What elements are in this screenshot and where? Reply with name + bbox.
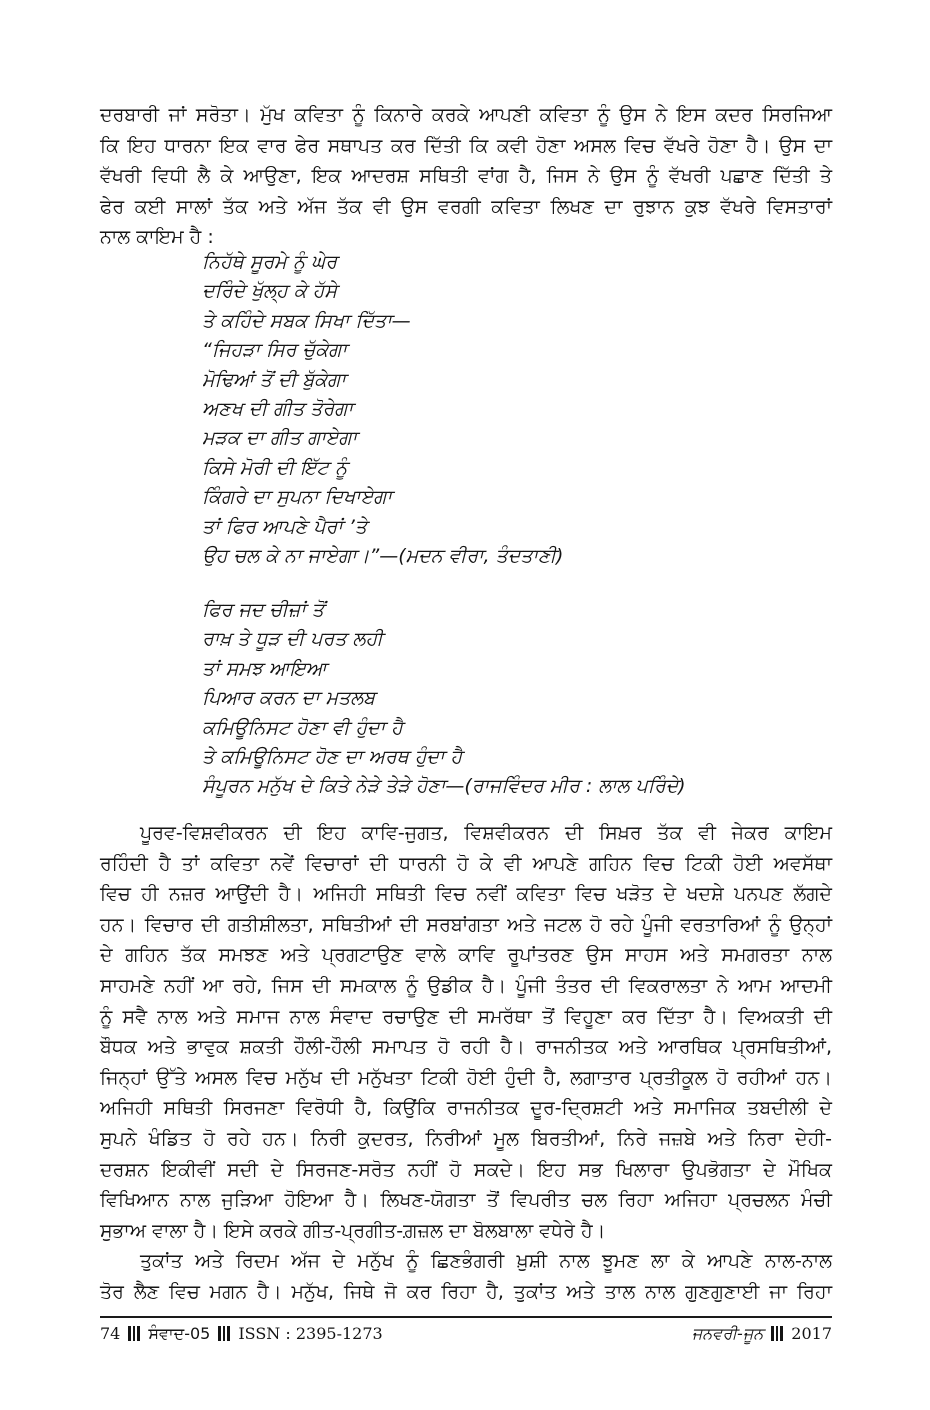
- text-line: ਬੌਧਕ ਅਤੇ ਭਾਵੁਕ ਸ਼ਕਤੀ ਹੌਲੀ-ਹੌਲੀ ਸਮਾਪਤ ਹੋ ਰਹੀ ਹੈ। ਰਾਜਨੀਤਕ ਅਤੇ ਆਰਥਿਕ ਪ੍ਰਸਥਿਤੀਆਂ,: [100, 1036, 832, 1059]
- text-line: ਰਹਿੰਦੀ ਹੈ ਤਾਂ ਕਵਿਤਾ ਨਵੇਂ ਵਿਚਾਰਾਂ ਦੀ ਧਾਰਨੀ ਹੋ ਕੇ ਵੀ ਆਪਣੇ ਗਹਿਨ ਵਿਚ ਟਿਕੀ ਹੋਈ ਅਵਸੱਥਾ: [100, 852, 832, 875]
- footer-left: [100, 1323, 383, 1345]
- text-line: ਤੋਰ ਲੈਣ ਵਿਚ ਮਗਨ ਹੈ। ਮਨੁੱਖ, ਜਿਥੇ ਜੋ ਕਰ ਰਿਹਾ ਹੈ, ਤੁਕਾਂਤ ਅਤੇ ਤਾਲ ਨਾਲ ਗੁਣਗੁਣਾਈ ਜਾ ਰਿਹਾ: [100, 1280, 832, 1303]
- text-line: ਜਿਨ੍ਹਾਂ ਉੱਤੇ ਅਸਲ ਵਿਚ ਮਨੁੱਖ ਦੀ ਮਨੁੱਖਤਾ ਟਿਕੀ ਹੋਈ ਹੁੰਦੀ ਹੈ, ਲਗਾਤਾਰ ਪ੍ਰਤੀਕੂਲ ਹੋ ਰਹੀਆਂ ਹਨ।: [100, 1066, 832, 1089]
- poem-line: ਫਿਰ ਜਦ ਚੀਜ਼ਾਂ ਤੋਂ: [202, 599, 324, 621]
- separator-bars-icon: [771, 1326, 783, 1341]
- poem-line: ਤੇ ਕਹਿੰਦੇ ਸਬਕ ਸਿਖਾ ਦਿੱਤਾ—: [202, 309, 411, 332]
- footer-rule: [100, 1316, 832, 1318]
- text-line: ਵਿਖਿਆਨ ਨਾਲ ਜੁੜਿਆ ਹੋਇਆ ਹੈ। ਲਿਖਣ-ਯੋਗਤਾ ਤੋਂ ਵਿਪਰੀਤ ਚਲ ਰਿਹਾ ਅਜਿਹਾ ਪ੍ਰਚਲਨ ਮੰਚੀ: [100, 1189, 832, 1212]
- poem-line: ਮੜਕ ਦਾ ਗੀਤ ਗਾਏਗਾ: [202, 427, 358, 450]
- text-line: ਹਨ। ਵਿਚਾਰ ਦੀ ਗਤੀਸ਼ੀਲਤਾ, ਸਥਿਤੀਆਂ ਦੀ ਸਰਬਾਂਗਤਾ ਅਤੇ ਜਟਲ ਹੋ ਰਹੇ ਪੂੰਜੀ ਵਰਤਾਰਿਆਂ ਨੂੰ ਉਨ੍ਹਾਂ: [100, 913, 832, 936]
- footer-right: [692, 1323, 832, 1345]
- poem-line: ਤਾਂ ਫਿਰ ਆਪਣੇ ਪੈਰਾਂ ’ਤੇ: [202, 515, 367, 538]
- text-line: ਕਿ ਇਹ ਧਾਰਨਾ ਇਕ ਵਾਰ ਫੇਰ ਸਥਾਪਤ ਕਰ ਦਿੱਤੀ ਕਿ ਕਵੀ ਹੋਣਾ ਅਸਲ ਵਿਚ ਵੱਖਰੇ ਹੋਣਾ ਹੈ। ਉਸ ਦਾ: [100, 134, 832, 157]
- poem-line: ਪਿਆਰ ਕਰਨ ਦਾ ਮਤਲਬ: [202, 687, 375, 710]
- issue-year: 2017: [791, 1324, 832, 1343]
- poem-quote-rajwinder-meer: [202, 596, 686, 802]
- poem-line: ਦਰਿੰਦੇ ਖੁੱਲ੍ਹ ਕੇ ਹੱਸੇ: [202, 280, 338, 303]
- text-line: ਵਿਚ ਹੀ ਨਜ਼ਰ ਆਉਂਦੀ ਹੈ। ਅਜਿਹੀ ਸਥਿਤੀ ਵਿਚ ਨਵੀਂ ਕਵਿਤਾ ਵਿਚ ਖੜੋਤ ਦੇ ਖਦਸ਼ੇ ਪਨਪਣ ਲੱਗਦੇ: [100, 883, 832, 906]
- poem-line: ਮੋਢਿਆਂ ਤੋਂ ਦੀ ਬੁੱਕੇਗਾ: [202, 368, 346, 391]
- page-number: 74: [100, 1324, 121, 1343]
- text-line: ਸੁਪਨੇ ਖੰਡਿਤ ਹੋ ਰਹੇ ਹਨ। ਨਿਰੀ ਕੁਦਰਤ, ਨਿਰੀਆਂ ਮੂਲ ਬਿਰਤੀਆਂ, ਨਿਰੇ ਜਜ਼ਬੇ ਅਤੇ ਨਿਰਾ ਦੇਹੀ-: [100, 1127, 832, 1150]
- poem-line: ਸੰਪੂਰਨ ਮਨੁੱਖ ਦੇ ਕਿਤੇ ਨੇੜੇ ਤੇੜੇ ਹੋਣਾ—(ਰਾਜਵਿੰਦਰ ਮੀਰ : ਲਾਲ ਪਰਿੰਦੇ): [202, 775, 686, 798]
- text-line: ਦਰਬਾਰੀ ਜਾਂ ਸਰੋਤਾ। ਮੁੱਖ ਕਵਿਤਾ ਨੂੰ ਕਿਨਾਰੇ ਕਰਕੇ ਆਪਣੀ ਕਵਿਤਾ ਨੂੰ ਉਸ ਨੇ ਇਸ ਕਦਰ ਸਿਰਜਿਆ: [100, 104, 832, 126]
- text-line: ਨਾਲ ਕਾਇਮ ਹੈ :: [100, 226, 214, 249]
- poem-line: “ਜਿਹੜਾ ਸਿਰ ਚੁੱਕੇਗਾ: [202, 339, 347, 362]
- poem-line: ਕਮਿਊਨਿਸਟ ਹੋਣਾ ਵੀ ਹੁੰਦਾ ਹੈ: [202, 716, 403, 739]
- text-line: ਨੂੰ ਸਵੈ ਨਾਲ ਅਤੇ ਸਮਾਜ ਨਾਲ ਸੰਵਾਦ ਰਚਾਉਣ ਦੀ ਸਮਰੱਥਾ ਤੋਂ ਵਿਹੂਣਾ ਕਰ ਦਿੱਤਾ ਹੈ। ਵਿਅਕਤੀ ਦੀ: [100, 1005, 832, 1028]
- poem-line: ਤੇ ਕਮਿਊਨਿਸਟ ਹੋਣ ਦਾ ਅਰਥ ਹੁੰਦਾ ਹੈ: [202, 746, 463, 769]
- poem-line: ਉਹ ਚਲ ਕੇ ਨਾ ਜਾਏਗਾ।”—(ਮਦਨ ਵੀਰਾ, ਤੰਦਤਾਣੀ): [202, 545, 564, 568]
- poem-line: ਕਿਸੇ ਮੋਰੀ ਦੀ ਇੱਟ ਨੂੰ: [202, 456, 348, 479]
- issue-period: ਜਨਵਰੀ-ਜੂਨ: [691, 1324, 764, 1343]
- poem-line: ਨਿਹੱਥੇ ਸੂਰਮੇ ਨੂੰ ਘੇਰ: [202, 251, 338, 273]
- poem-quote-madan-veera: [202, 248, 563, 571]
- text-line: ਦਰਸ਼ਨ ਇਕੀਵੀਂ ਸਦੀ ਦੇ ਸਿਰਜਣ-ਸਰੋਤ ਨਹੀਂ ਹੋ ਸਕਦੇ। ਇਹ ਸਭ ਖਿਲਾਰਾ ਉਪਭੋਗਤਾ ਦੇ ਮੌਖਿਕ: [100, 1158, 832, 1181]
- text-line: ਅਜਿਹੀ ਸਥਿਤੀ ਸਿਰਜਣਾ ਵਿਰੋਧੀ ਹੈ, ਕਿਉਂਕਿ ਰਾਜਨੀਤਕ ਦੂਰ-ਦ੍ਰਿਸ਼ਟੀ ਅਤੇ ਸਮਾਜਿਕ ਤਬਦੀਲੀ ਦੇ: [100, 1097, 832, 1120]
- separator-bars-icon: [218, 1326, 230, 1341]
- text-line: ਸਾਹਮਣੇ ਨਹੀਂ ਆ ਰਹੇ, ਜਿਸ ਦੀ ਸਮਕਾਲ ਨੂੰ ਉਡੀਕ ਹੈ। ਪੂੰਜੀ ਤੰਤਰ ਦੀ ਵਿਕਰਾਲਤਾ ਨੇ ਆਮ ਆਦਮੀ: [100, 974, 832, 997]
- poem-line: ਅਣਖ ਦੀ ਗੀਤ ਤੋਰੇਗਾ: [202, 398, 353, 421]
- issn: ISSN : 2395-1273: [238, 1324, 383, 1343]
- text-line: ਫੇਰ ਕਈ ਸਾਲਾਂ ਤੱਕ ਅਤੇ ਅੱਜ ਤੱਕ ਵੀ ਉਸ ਵਰਗੀ ਕਵਿਤਾ ਲਿਖਣ ਦਾ ਰੁਝਾਨ ਕੁਝ ਵੱਖਰੇ ਵਿਸਤਾਰਾਂ: [100, 195, 832, 218]
- journal-name: ਸੰਵਾਦ-05: [148, 1324, 211, 1343]
- text-line: ਵੱਖਰੀ ਵਿਧੀ ਲੈ ਕੇ ਆਉਣਾ, ਇਕ ਆਦਰਸ਼ ਸਥਿਤੀ ਵਾਂਗ ਹੈ, ਜਿਸ ਨੇ ਉਸ ਨੂੰ ਵੱਖਰੀ ਪਛਾਣ ਦਿੱਤੀ ਤੇ: [100, 165, 832, 188]
- text-line: ਸੁਭਾਅ ਵਾਲਾ ਹੈ। ਇਸੇ ਕਰਕੇ ਗੀਤ-ਪ੍ਰਗੀਤ-ਗ਼ਜ਼ਲ ਦਾ ਬੋਲਬਾਲਾ ਵਧੇਰੇ ਹੈ।: [100, 1219, 606, 1242]
- text-line: ਪੂਰਵ-ਵਿਸ਼ਵੀਕਰਨ ਦੀ ਇਹ ਕਾਵਿ-ਜੁਗਤ, ਵਿਸ਼ਵੀਕਰਨ ਦੀ ਸਿਖ਼ਰ ਤੱਕ ਵੀ ਜੇਕਰ ਕਾਇਮ: [140, 822, 832, 844]
- paragraph-body: [100, 818, 832, 1308]
- poem-line: ਤਾਂ ਸਮਝ ਆਇਆ: [202, 657, 327, 680]
- text-line: ਤੁਕਾਂਤ ਅਤੇ ਰਿਦਮ ਅੱਜ ਦੇ ਮਨੁੱਖ ਨੂੰ ਛਿਣਭੰਗਰੀ ਖ਼ੁਸ਼ੀ ਨਾਲ ਝੂਮਣ ਲਾ ਕੇ ਆਪਣੇ ਨਾਲ-ਨਾਲ: [140, 1250, 832, 1273]
- separator-bars-icon: [128, 1326, 140, 1341]
- paragraph-intro: [100, 100, 832, 253]
- poem-line: ਕਿੰਗਰੇ ਦਾ ਸੁਪਨਾ ਦਿਖਾਏਗਾ: [202, 486, 392, 509]
- poem-line: ਰਾਖ਼ ਤੇ ਧੂੜ ਦੀ ਪਰਤ ਲਹੀ: [202, 628, 383, 651]
- text-line: ਦੇ ਗਹਿਨ ਤੱਕ ਸਮਝਣ ਅਤੇ ਪ੍ਰਗਟਾਉਣ ਵਾਲੇ ਕਾਵਿ ਰੂਪਾਂਤਰਣ ਉਸ ਸਾਹਸ ਅਤੇ ਸਮਗਰਤਾ ਨਾਲ: [100, 944, 832, 967]
